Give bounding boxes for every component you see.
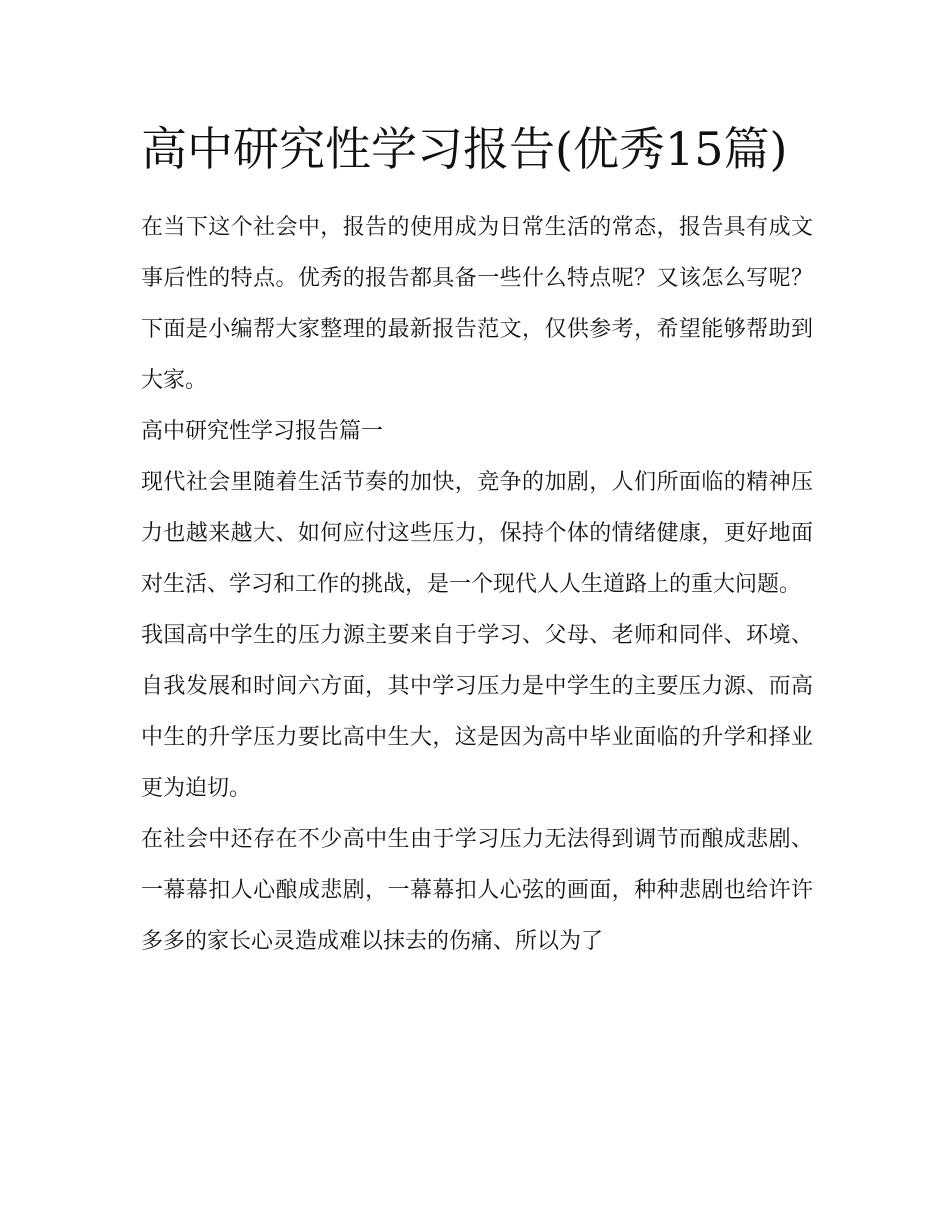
body-paragraph-3: 在社会中还存在不少高中生由于学习压力无法得到调节而酿成悲剧、一幕幕扣人心酿成悲剧，一幕幕扣人心弦的画面，种种悲剧也给许许多多的家长心灵造成难以抹去的伤痛、所以为了 xyxy=(141,827,813,954)
document-page xyxy=(141,112,813,967)
section-heading: 高中研究性学习报告篇一 xyxy=(141,419,384,444)
body-paragraph-2: 我国高中学生的压力源主要来自于学习、父母、老师和同伴、环境、自我发展和时间六方面，其中学习压力是中学生的主要压力源、而高中生的升学压力要比高中生大，这是因为高中毕业面临的升学和择业更为迫切。 xyxy=(141,623,813,801)
body-paragraph-1: 现代社会里随着生活节奏的加快，竞争的加剧，人们所面临的精神压力也越来越大、如何应付这些压力，保持个体的情绪健康，更好地面对生活、学习和工作的挑战，是一个现代人人生道路上的重大问题。 xyxy=(141,470,813,597)
document-title: 高中研究性学习报告(优秀15篇) xyxy=(141,122,788,176)
intro-paragraph: 在当下这个社会中，报告的使用成为日常生活的常态，报告具有成文事后性的特点。优秀的报告都具备一些什么特点呢？又该怎么写呢？下面是小编帮大家整理的最新报告范文，仅供参考，希望能够帮助到大家。 xyxy=(141,215,813,393)
